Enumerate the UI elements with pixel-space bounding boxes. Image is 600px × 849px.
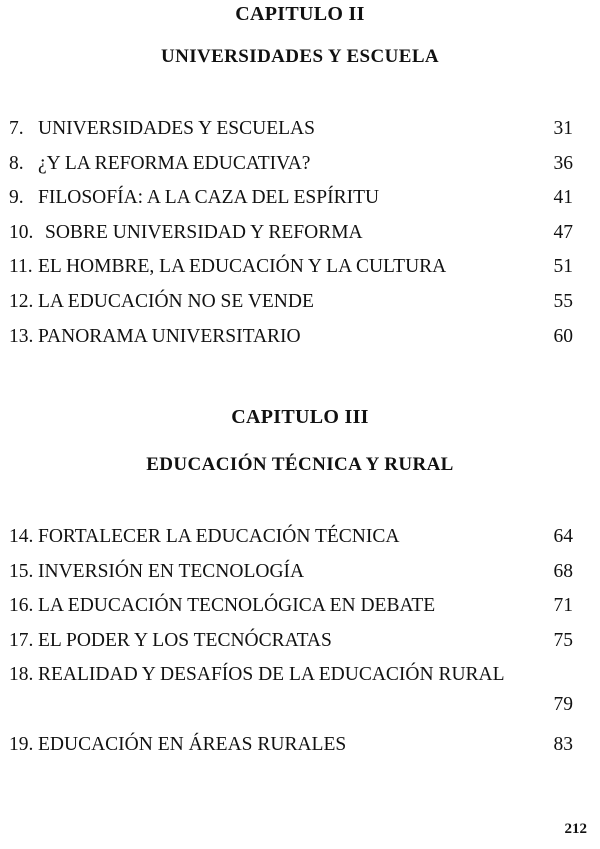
- entry-page: 79: [553, 693, 573, 715]
- entry-page: 68: [553, 560, 573, 582]
- chapter-2-toc: [0, 116, 600, 358]
- page-number: 212: [564, 821, 587, 837]
- entry-title: EL HOMBRE, LA EDUCACIÓN Y LA CULTURA: [38, 256, 447, 278]
- entry-title: FILOSOFÍA: A LA CAZA DEL ESPÍRITU: [38, 187, 380, 209]
- chapter-3-toc: [0, 524, 600, 766]
- toc-entry: [0, 559, 600, 594]
- entry-number: 9.: [9, 187, 24, 209]
- entry-title: FORTALECER LA EDUCACIÓN TÉCNICA: [38, 526, 400, 547]
- toc-entry: [0, 220, 600, 255]
- entry-number: 7.: [9, 118, 24, 139]
- entry-number: 14.: [9, 526, 34, 547]
- toc-entry: [0, 289, 600, 324]
- entry-title: UNIVERSIDADES Y ESCUELAS: [38, 118, 315, 139]
- entry-page: 83: [553, 733, 573, 755]
- entry-number: 18.: [9, 664, 34, 686]
- entry-page: 51: [553, 256, 573, 278]
- entry-number: 16.: [9, 595, 34, 617]
- entry-page: 31: [553, 118, 573, 139]
- entry-title: ¿Y LA REFORMA EDUCATIVA?: [38, 152, 311, 174]
- entry-title: SOBRE UNIVERSIDAD Y REFORMA: [45, 221, 363, 243]
- entry-page: 41: [553, 187, 573, 209]
- entry-title: EL PODER Y LOS TECNÓCRATAS: [38, 629, 332, 651]
- chapter-3-label: CAPITULO III: [231, 406, 369, 428]
- entry-title: INVERSIÓN EN TECNOLOGÍA: [38, 560, 305, 582]
- entry-page: 47: [553, 221, 573, 243]
- entry-title: PANORAMA UNIVERSITARIO: [38, 325, 301, 347]
- chapter-2-title: UNIVERSIDADES Y ESCUELA: [160, 46, 440, 67]
- toc-entry: [0, 593, 600, 628]
- toc-entry: [0, 185, 600, 220]
- entry-page: 71: [553, 595, 573, 617]
- chapter-2-label: CAPITULO II: [235, 3, 365, 25]
- toc-entry: [0, 732, 600, 767]
- entry-title: LA EDUCACIÓN TECNOLÓGICA EN DEBATE: [38, 595, 436, 617]
- toc-entry: [0, 324, 600, 359]
- entry-page: 64: [553, 526, 573, 547]
- toc-entry: [0, 254, 600, 289]
- entry-number: 10.: [9, 221, 34, 243]
- entry-page: 75: [553, 629, 573, 651]
- entry-title: EDUCACIÓN EN ÁREAS RURALES: [38, 733, 347, 755]
- toc-entry: [0, 116, 600, 151]
- entry-title: REALIDAD Y DESAFÍOS DE LA EDUCACIÓN RURAL: [38, 664, 505, 686]
- entry-number: 13.: [9, 325, 34, 347]
- entry-number: 19.: [9, 733, 34, 755]
- entry-page: 36: [553, 152, 573, 174]
- chapter-3-title: EDUCACIÓN TÉCNICA Y RURAL: [146, 454, 454, 475]
- entry-title: LA EDUCACIÓN NO SE VENDE: [38, 290, 314, 312]
- entry-page: 55: [553, 290, 573, 312]
- entry-number: 12.: [9, 290, 34, 312]
- entry-page: 60: [553, 325, 573, 347]
- toc-entry: [0, 151, 600, 186]
- entry-number: 15.: [9, 560, 34, 582]
- entry-number: 11.: [9, 256, 33, 278]
- entry-number: 8.: [9, 152, 24, 174]
- toc-entry: [0, 524, 600, 559]
- toc-entry: [0, 662, 600, 732]
- entry-number: 17.: [9, 629, 34, 651]
